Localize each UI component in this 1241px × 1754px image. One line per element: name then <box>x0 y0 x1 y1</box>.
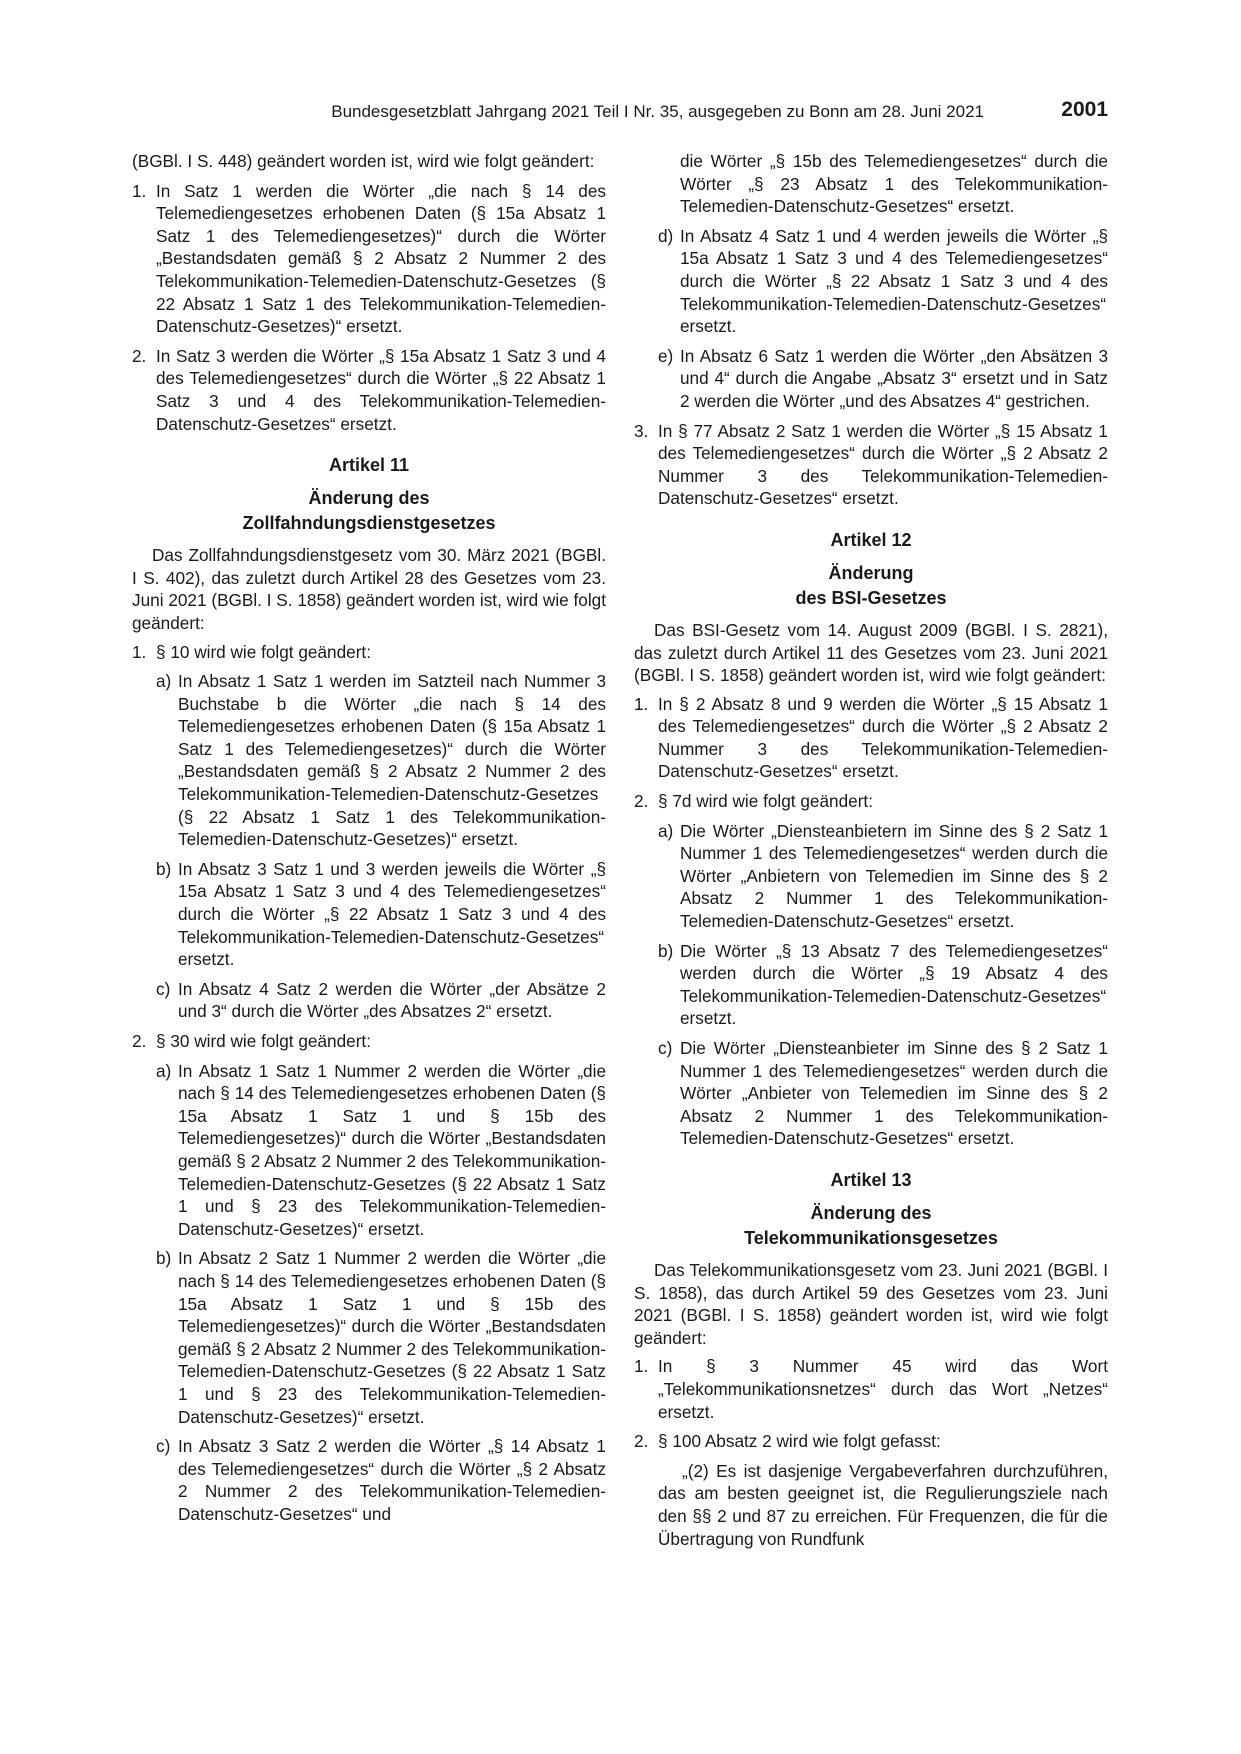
sub-item <box>132 1060 606 1241</box>
sub-item-text: In Absatz 1 Satz 1 werden im Satzteil nach Nummer 3 Buchstabe b die Wörter „die nach § 14 des Telemediengesetzes erhobenen Daten (§ 15a Absatz 1 Satz 1 des Telemediengesetzes)“ durch die Wörter „Bestandsdaten gemäß § 2 Absatz 2 Nummer 2 des Telekommunikation-Telemedien-Datenschutz-Gesetzes (§ 22 Absatz 1 Satz 1 des Telekommunikation-Telemedien-Datenschutz-Gesetzes)“ ersetzt. <box>178 671 606 850</box>
item-text: In § 77 Absatz 2 Satz 1 werden die Wörter „§ 15 Absatz 1 des Telemediengesetzes“ durch die Wörter „§ 2 Absatz 2 Nummer 3 des Telekommunikation-Telemedien-Datenschutz-Gesetzes“ ersetzt. <box>658 420 1108 509</box>
item-number: 1. <box>634 693 649 714</box>
article-title-line: des BSI-Gesetzes <box>795 587 947 608</box>
list-item <box>634 1355 1108 1423</box>
article-number: Artikel 13 <box>830 1169 912 1190</box>
article-intro: Das BSI-Gesetz vom 14. August 2009 (BGBl. I S. 2821), das zuletzt durch Artikel 11 des Gesetzes vom 23. Juni 2021 (BGBl. I S. 1858) geändert worden ist, wird wie folgt geändert: <box>634 619 1108 686</box>
sub-item-letter: a) <box>658 820 674 841</box>
item-text: In § 3 Nummer 45 wird das Wort „Telekommunikationsnetzes“ durch das Wort „Netzes“ ersetzt. <box>658 1356 1108 1422</box>
list-item <box>132 345 606 435</box>
sub-item <box>132 1247 606 1428</box>
sub-item-text: In Absatz 4 Satz 2 werden die Wörter „der Absätze 2 und 3“ durch die Wörter „des Absatzes 2“ ersetzt. <box>178 978 606 1022</box>
list-item <box>132 180 606 338</box>
article-title <box>634 561 1108 611</box>
sub-item-text: Die Wörter „§ 13 Absatz 7 des Telemediengesetzes“ werden durch die Wörter „§ 19 Absatz 4 des Telekommunikation-Telemedien-Datenschutz-Gesetzes“ ersetzt. <box>680 940 1108 1029</box>
item-text: In Satz 3 werden die Wörter „§ 15a Absatz 1 Satz 3 und 4 des Telemediengesetzes“ durch die Wörter „§ 22 Absatz 1 Satz 3 und 4 des Telekommunikation-Telemedien-Datenschutz-Gesetzes“ ersetzt. <box>156 345 606 434</box>
list-item <box>634 420 1108 510</box>
sub-item <box>132 670 606 851</box>
page-number: 2001 <box>1061 98 1108 121</box>
article-number: Artikel 12 <box>830 529 912 550</box>
sub-item <box>132 1435 606 1525</box>
sub-item <box>634 940 1108 1030</box>
item-number: 3. <box>634 420 649 441</box>
article-title <box>132 486 606 536</box>
sub-item-letter: d) <box>658 225 674 246</box>
item-text: In § 2 Absatz 8 und 9 werden die Wörter „§ 15 Absatz 1 des Telemediengesetzes“ durch die Wörter „§ 2 Absatz 2 Nummer 3 des Telekommunikation-Telemedien-Datenschutz-Gesetzes“ ersetzt. <box>658 693 1108 782</box>
left-intro: (BGBl. I S. 448) geändert worden ist, wird wie folgt geändert: <box>132 151 595 171</box>
sub-item-letter: c) <box>156 1436 171 1457</box>
continuation-text: die Wörter „§ 15b des Telemediengesetzes“ durch die Wörter „§ 23 Absatz 1 des Telekommunikation-Telemedien-Datenschutz-Gesetzes“ ersetzt. <box>680 151 1108 217</box>
article-title-line: Änderung <box>828 562 914 583</box>
sub-item <box>634 345 1108 413</box>
list-item <box>132 1030 606 1053</box>
item-number: 1. <box>634 1356 649 1377</box>
sub-item-text: In Absatz 4 Satz 1 und 4 werden jeweils die Wörter „§ 15a Absatz 1 Satz 3 und 4 des Telemediengesetzes“ durch die Wörter „§ 22 Absatz 1 Satz 3 und 4 des Telekommunikation-Telemedien-Datenschutz-Gesetzes“ ersetzt. <box>680 225 1108 337</box>
running-title: Bundesgesetzblatt Jahrgang 2021 Teil I Nr. 35, ausgegeben zu Bonn am 28. Juni 2021 <box>331 102 984 121</box>
left-column <box>132 150 606 1532</box>
sub-item <box>132 858 606 971</box>
sub-item-letter: b) <box>156 1248 172 1269</box>
article-title-line: Änderung des <box>810 1202 932 1223</box>
sub-item-letter: c) <box>658 1038 673 1058</box>
list-item <box>634 1430 1108 1453</box>
item-number: 2. <box>132 1031 147 1051</box>
list-item <box>132 641 606 664</box>
item-number: 2. <box>634 1431 649 1452</box>
article-title-line: Änderung des <box>308 488 430 509</box>
article-intro: Das Zollfahndungsdienstgesetz vom 30. März 2021 (BGBl. I S. 402), das zuletzt durch Artikel 28 des Gesetzes vom 23. Juni 2021 (BGBl. I S. 1858) geändert worden ist, wird wie folgt geändert: <box>132 545 606 633</box>
sub-item-text: Die Wörter „Diensteanbietern im Sinne des § 2 Satz 1 Nummer 1 des Telemediengesetzes“ werden durch die Wörter „Anbietern von Telemedien im Sinne des § 2 Absatz 2 Nummer 1 des Telekommunikation-Telemedien-Datenschutz-Gesetzes“ ersetzt. <box>680 820 1108 932</box>
sub-item <box>634 1037 1108 1150</box>
sub-item-letter: b) <box>156 858 172 879</box>
article-number: Artikel 11 <box>328 455 410 476</box>
article-intro: Das Telekommunikationsgesetz vom 23. Juni 2021 (BGBl. I S. 1858), das durch Artikel 59 des Gesetzes vom 23. Juni 2021 (BGBl. I S. 1858) geändert worden ist, wird wie folgt geändert: <box>634 1259 1108 1348</box>
sub-item-text: In Absatz 2 Satz 1 Nummer 2 werden die Wörter „die nach § 14 des Telemediengesetzes erhobenen Daten (§ 15a Absatz 1 Satz 1 und § 15b des Telemediengesetzes)“ durch die Wörter „Bestandsdaten gemäß § 2 Absatz 2 Nummer 2 des Telekommunikation-Telemedien-Datenschutz-Gesetzes (§ 22 Absatz 1 Satz 1 und § 23 des Telekommunikation-Telemedien-Datenschutz-Gesetzes)“ ersetzt. <box>178 1248 606 1427</box>
sub-item-letter: a) <box>156 671 172 692</box>
item-text: § 30 wird wie folgt geändert: <box>156 1031 371 1051</box>
item-number: 1. <box>132 641 147 662</box>
sub-item-letter: b) <box>658 940 674 961</box>
item-text: § 10 wird wie folgt geändert: <box>156 641 371 662</box>
page-header <box>132 98 1110 128</box>
sub-item-letter: a) <box>156 1060 172 1081</box>
sub-item <box>634 225 1108 338</box>
quoted-amendment: „(2) Es ist dasjenige Vergabeverfahren durchzuführen, das am besten geeignet ist, die Regulierungsziele nach den §§ 2 und 87 zu erreichen. Für Frequenzen, die für die Übertragung von Rundfunk <box>658 1460 1108 1549</box>
item-text: § 7d wird wie folgt geändert: <box>658 791 873 812</box>
item-text: In Satz 1 werden die Wörter „die nach § 14 des Telemediengesetzes erhobenen Daten (§ 15a Absatz 1 Satz 1 des Telemediengesetzes)“ durch die Wörter „Bestandsdaten gemäß § 2 Absatz 2 Nummer 2 des Telekommunikation-Telemedien-Datenschutz-Gesetzes (§ 22 Absatz 1 Satz 1 des Telekommunikation-Telemedien-Datenschutz-Gesetzes)“ ersetzt. <box>156 180 606 337</box>
sub-item-letter: c) <box>156 978 171 999</box>
item-number: 2. <box>132 345 147 366</box>
sub-item-text: Die Wörter „Diensteanbieter im Sinne des § 2 Satz 1 Nummer 1 des Telemediengesetzes“ werden durch die Wörter „Anbieter von Telemedien im Sinne des § 2 Absatz 2 Nummer 1 des Telekommunikation-Telemedien-Datenschutz-Gesetzes“ ersetzt. <box>680 1038 1108 1149</box>
sub-item-text: In Absatz 3 Satz 2 werden die Wörter „§ 14 Absatz 1 des Telemediengesetzes“ durch die Wörter „§ 2 Absatz 2 Nummer 2 des Telekommunikation-Telemedien-Datenschutz-Gesetzes“ und <box>178 1436 606 1524</box>
article-title-line: Telekommunikationsgesetzes <box>744 1227 998 1248</box>
item-number: 1. <box>132 180 147 201</box>
sub-item-text: In Absatz 3 Satz 1 und 3 werden jeweils die Wörter „§ 15a Absatz 1 Satz 3 und 4 des Telemediengesetzes“ durch die Wörter „§ 22 Absatz 1 Satz 3 und 4 des Telekommunikation-Telemedien-Datenschutz-Gesetzes“ ersetzt. <box>178 858 606 970</box>
sub-item-text: In Absatz 6 Satz 1 werden die Wörter „den Absätzen 3 und 4“ durch die Angabe „Absatz 3“ ersetzt und in Satz 2 werden die Wörter „und des Absatzes 4“ gestrichen. <box>680 345 1108 411</box>
sub-item-text: In Absatz 1 Satz 1 Nummer 2 werden die Wörter „die nach § 14 des Telemediengesetzes erhobenen Daten (§ 15a Absatz 1 Satz 1 und § 15b des Telemediengesetzes)“ durch die Wörter „Bestandsdaten gemäß § 2 Absatz 2 Nummer 2 des Telekommunikation-Telemedien-Datenschutz-Gesetzes (§ 22 Absatz 1 Satz 1 und § 23 des Telekommunikation-Telemedien-Datenschutz-Gesetzes)“ ersetzt. <box>178 1060 606 1239</box>
sub-item-letter: e) <box>658 345 674 366</box>
item-text: § 100 Absatz 2 wird wie folgt gefasst: <box>658 1431 941 1452</box>
sub-item <box>634 820 1108 933</box>
article-title <box>634 1201 1108 1251</box>
right-column <box>634 150 1108 1557</box>
item-number: 2. <box>634 791 649 812</box>
sub-item <box>132 978 606 1023</box>
list-item <box>634 790 1108 813</box>
list-item <box>634 693 1108 783</box>
article-title-line: Zollfahndungsdienstgesetzes <box>242 513 496 534</box>
